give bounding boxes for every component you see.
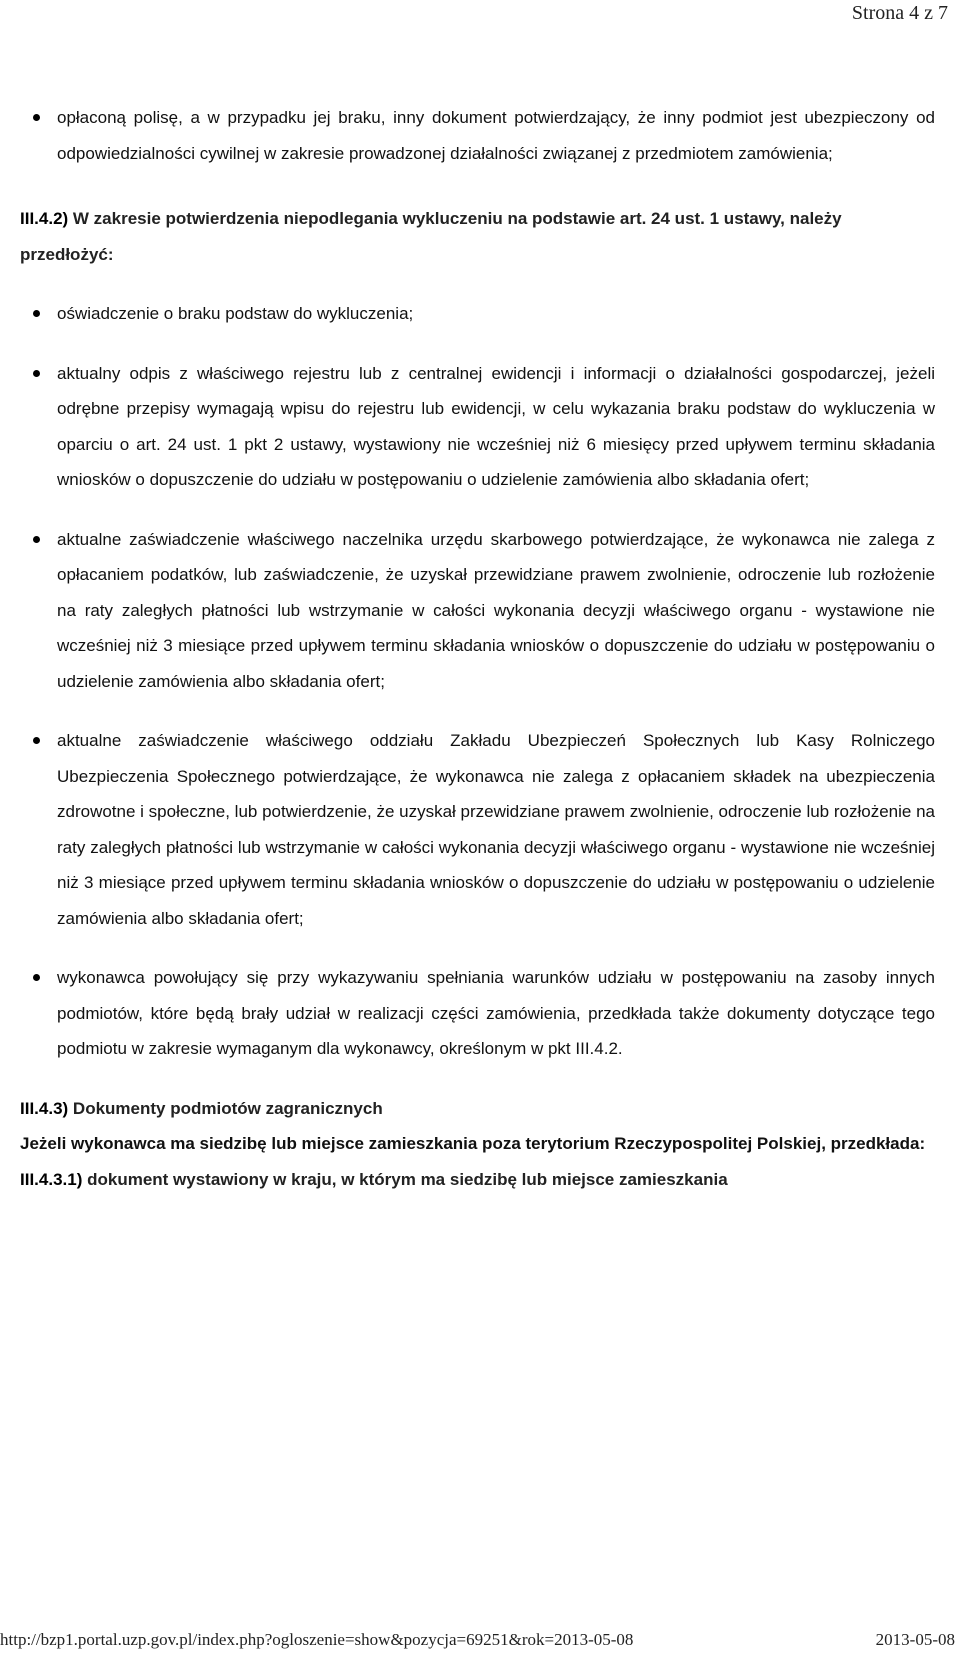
footer-url: http://bzp1.portal.uzp.gov.pl/index.php?ogloszenie=show&pozycja=69251&rok=2013-05-08 — [0, 1630, 634, 1649]
section-number: III.4.2) — [20, 209, 69, 228]
list-item-text: aktualne zaświadczenie właściwego naczelnika urzędu skarbowego potwierdzające, że wykonawca nie zalega z opłacaniem podatków, lub zaświadczenie, że uzyskał przewidziane prawem zwolnienie, odroczenie lub rozłożenie na raty zaległych płatności lub wstrzymanie w całości wykonania decyzji właściwego organu - wystawione nie wcześniej niż 3 miesiące przed upływem terminu składania wniosków o dopuszczenie do udziału w postępowaniu o udzielenie zamówienia albo składania ofert; — [57, 529, 935, 691]
foreign-entities-intro: Jeżeli wykonawca ma siedzibę lub miejsce zamieszkania poza terytorium Rzeczypospolitej Polskiej, przedkłada: — [20, 1134, 926, 1153]
bullet-icon — [33, 737, 40, 744]
list-item-text: opłaconą polisę, a w przypadku jej braku, inny dokument potwierdzający, że inny podmiot jest ubezpieczony od odpowiedzialności cywilnej w zakresie prowadzonej działalności związanej z przedmiotem zamówienia; — [57, 108, 935, 163]
footer-date: 2013-05-08 — [875, 1630, 955, 1649]
list-item — [20, 960, 935, 1067]
bullet-icon — [33, 370, 40, 377]
list-item — [20, 356, 935, 498]
list-item-text: aktualne zaświadczenie właściwego oddziału Zakładu Ubezpieczeń Społecznych lub Kasy Rolniczego Ubezpieczenia Społecznego potwierdzające, że wykonawca nie zalega z opłacaniem składek na ubezpieczenia zdrowotne i społeczne, lub potwierdzenie, że uzyskał przewidziane prawem zwolnienie, odroczenie lub rozłożenie na raty zaległych płatności lub wstrzymanie w całości wykonania decyzji właściwego organu - wystawione nie wcześniej niż 3 miesiące przed upływem terminu składania wniosków o dopuszczenie do udziału w postępowaniu o udzielenie zamówienia albo składania ofert; — [57, 731, 935, 928]
section-heading-3-4-3 — [20, 1091, 935, 1127]
bullet-icon — [33, 974, 40, 981]
section-number: III.4.3.1) — [20, 1169, 83, 1189]
bullet-icon — [33, 310, 40, 317]
list-item — [20, 296, 935, 332]
bullet-icon — [33, 114, 40, 121]
page-number: Strona 4 z 7 — [851, 2, 948, 24]
section-title: W zakresie potwierdzenia niepodlegania wykluczeniu na podstawie art. 24 ust. 1 ustawy, należy przedłożyć: — [20, 209, 842, 264]
document-body — [20, 100, 935, 1197]
list-item — [20, 723, 935, 936]
section-heading-3-4-3-1 — [20, 1162, 935, 1198]
section-title: dokument wystawiony w kraju, w którym ma siedzibę lub miejsce zamieszkania — [82, 1169, 728, 1189]
bullet-icon — [33, 536, 40, 543]
list-item — [20, 100, 935, 171]
list-item-text: aktualny odpis z właściwego rejestru lub z centralnej ewidencji i informacji o działalności gospodarczej, jeżeli odrębne przepisy wymagają wpisu do rejestru lub ewidencji, w celu wykazania braku podstaw do wykluczenia w oparciu o art. 24 ust. 1 pkt 2 ustawy, wystawiony nie wcześniej niż 6 miesięcy przed upływem terminu składania wniosków o dopuszczenie do udziału w postępowaniu o udzielenie zamówienia albo składania ofert; — [57, 363, 935, 489]
list-item — [20, 522, 935, 700]
section-title: Dokumenty podmiotów zagranicznych — [68, 1098, 383, 1118]
section-number: III.4.3) — [20, 1098, 69, 1118]
list-item-text: wykonawca powołujący się przy wykazywaniu spełniania warunków udziału w postępowaniu na zasoby innych podmiotów, które będą brały udział w realizacji części zamówienia, przedkłada także dokumenty dotyczące tego podmiotu w zakresie wymaganym dla wykonawcy, określonym w pkt III.4.2. — [57, 968, 935, 1058]
section-heading-3-4-2 — [20, 201, 935, 272]
list-item-text: oświadczenie o braku podstaw do wykluczenia; — [57, 304, 414, 323]
